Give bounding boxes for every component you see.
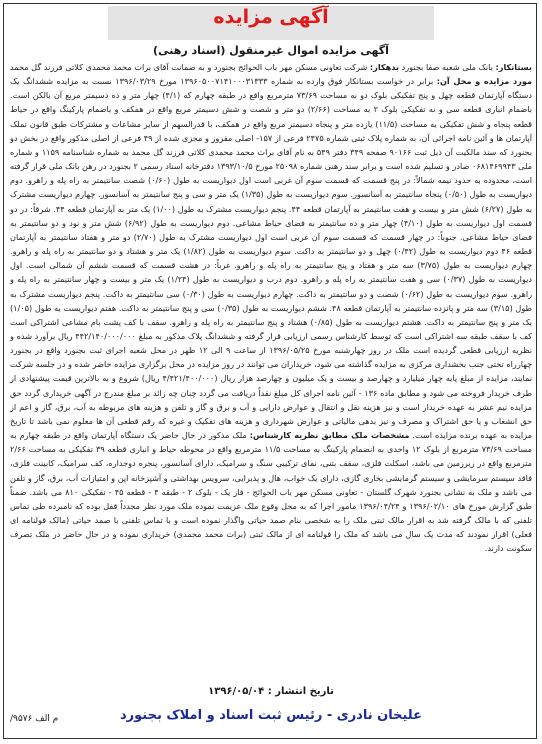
- specs-label: مشخصات ملک مطابق نظریه کارشناس:: [249, 430, 410, 441]
- signature-line: علیخان نادری - رئیس ثبت اسناد و املاک بجنورد: [119, 708, 422, 723]
- creditor-label: بستانکار:: [495, 62, 532, 72]
- property-specs: ملک مذکور در حال حاضر یک دستگاه آپارتمان واقع در طبقه چهارم به مساحت ۷۳/۶۹ مترمربع از بلوک ۱۲ واحدی به انضمام پارکینگ به مساحت ۱۱/۵ مترمربع واقع در محوطه حیاط و انباری قطعه ۳۹ تفکیکی به مساحت ۲/۶۶ مترمربع واقع در زیرزمین می باشد، اسکلت فلزی، سقف بتنی، نمای ترکیبی سنگ و سرامیک، دارای آسانسور، پنجره دوجداره، کف سرامیک، کابینت فلزی، فاقد سیستم سرمایشی و سیستم گرمایشی بخاری گازی، دارای یک خواب، هال و پذیرایی، سرویس بهداشتی و آشپزخانه اپن و امتیازات آب، برق، گاز و تلفن می باشد و ملک به نشانی بجنورد شهرک گلستان - تعاونی مسکن مهر باب الحوائج - فاز یک - بلوک ۲ - طبقه ۴ - قطعه ۴۵ - تفکیکی ۸۱۰ می باشد. ضمناً طبق گزارش مورخ های ۱۳۹۶/۰۲/۱۰ و ۱۳۹۶/۰۴/۲۴ مامور اجرا که به محل وقوع ملک عزیمت نموده ملک مورد نظر مجدداً قفل بوده که نامبرده طی تماس تلفنی که با مالک گرفته شد به اقرار مالک ثبتی ملک را به شخصی بنام صمد حیاتی واگذار نموده است و با تماس تلفنی با صمد حیاتی (مالک قولنامه ای فعلی) اقرار نمودند که مدت یک سال می باشد که ملک را قولنامه ای از مالک ثبتی (برات محمد محمدی) خریداری نموده و در حال حاضر در ملک تصرف سکونت دارند.: [10, 430, 532, 554]
- debtor-label: بدهکار:: [369, 62, 399, 72]
- page-title: آگهی مزایده: [213, 6, 329, 28]
- notice-subtitle: آگهی مزایده اموال غیرمنقول (اسناد رهنی): [153, 44, 389, 57]
- publication-date-line: [0, 686, 542, 697]
- notice-body: [10, 60, 532, 555]
- publication-date-label: تاریخ انتشار :: [267, 686, 334, 697]
- reference-code: م الف ۹۵۷۶/: [10, 714, 59, 724]
- auction-description: برابر در خواست بستانکار فوق وارده به شماره ۱۳۹۶۰۵۰۰۷۱۴۱۰۰۰۳۱۳۳۳ مورخ ۱۳۹۶/۰۳/۲۹ نسبت به مزایده ششدانگ یک دستگاه آپارتمان قطعه چهل و پنج تفکیکی بلوک دو به مساحت ۷۳/۶۹ مترمربع واقع در طبقه چهارم که (۴/۱) چهار متر و ده دسیمتر مربع آن بالکن است. باضمام انباری قطعه سی و نه تفکیکی بلوک ۲ به مساحت (۲/۶۶) دو متر و شصت و شش دسیمتر مربع واقع در همکف و باضمام پارکینگ واقع در حیاط قطعه پنجاه و شش تفکیکی به مساحت (۱۱/۵) یازده متر و پنجاه دسیمتر مربع واقع در همکف، با قدرالسهم از سایر مشاعات و مشترکات طبق قانون تملک آپارتمان ها و آئین نامه اجرائی آن، به شماره پلاک ثبتی شماره ۲۴۷۵ فرعی از ۱۵۷- اصلی مفروز و مجزی شده از ۴۹ فرعی از اصلی مذکور واقع در بخش دو بجنورد که سند مالکیت آن ذیل ثبت ۹۰۱۶۶ صفحه ۳۴۹ دفتر ۵۴۹ به نام آقای برات محمد محمدی کلاتی فرزند گل محمد به شماره شناسنامه ۱۱۵۹ و شماره ملی ۰۶۸۱۴۶۹۹۴۳ صادر و تسلیم شده است و برابر سند رهنی شماره ۲۵۰۹۸ مورخ ۱۳۹۳/۱۰/۵ دفترخانه اسناد رسمی ۲ بجنورد در رهن بانک ملی قرار گرفته است، محدوده به حدود نیمه شمالاً: در پنج قسمت که قسمت سوم آن غربی است اول دیواریست به طول (۰/۶۰) شصت سانتیمتر به راه پله و راهرو. دوم دیواریست به طول (۰/۵۰) پنجاه سانتیمتر به آسانسور. سوم دیواریست به طول (۱/۳۵) یک متر و سی و پنج سانتیمتر به آسانسور. چهارم دیواریست مشترک به طول (۶/۲۷) شش متر و بیست و هفت سانتیمتر به آپارتمان قطعه ۴۴. پنجم دیواریست مشترک به طول (۱/۰۰) یک متر به آپارتمان قطعه ۴۴. شرقاً: در دو قسمت اول دیواریست به طول (۴/۱۰) چهار متر و ده سانتیمتر به فضای حیاط مشاعی. دوم دیواریست به طول (۶/۹۲) شش متر و نود و دو سانتیمتر به فضای حیاط مشاعی. جنوباً: در چهار قسمت که قسمت سوم آن غربی است اول دیواریست مشترک به طول (۲/۷۰) دو متر و هفتاد سانتیمتر به آپارتمان قطعه ۴۶ دوم دیواریست به طول (۰/۴۲) چهل و دو سانتیمتر به داکت. سوم دیواریست به طول (۱/۸۲) یک متر و هشتاد و دو سانتیمتر به راه پله و راهرو. چهارم دیواریست به طول (۳/۷۵) سه متر و هفتاد و پنج سانتیمتر به راه پله و راهرو. غرباً: در هشت قسمت که قسمت ششم آن شمالی است. اول دیواریست به طول (۰/۳۷) سی و هفت سانتیمتر به راه پله و راهرو. دوم درب و دیواریست به طول (۱/۲۴) یک متر و بیست و چهار سانتیمتر به راه پله و راهرو. سوم دیواریست به طول (۰/۶۲) شصت و دو سانتیمتر به داکت. چهارم دیواریست به طول (۰/۳۰) سی سانتیمتر به داکت. پنجم دیواریست مشترک به طول (۳/۱۵) سه متر و پانزده سانتیمتر به آپارتمان قطعه ۴۸. ششم دیواریست به طول (۰/۳۵) سی و پنج سانتیمتر به داکت. هفتم دیواریست به طول (۱/۰۵) یک متر و پنج سانتیمتر به داکت. هشتم دیواریست به طول (۰/۸۵) هشتاد و پنج سانتیمتر به راه پله و راهرو. سقف با کف پشت بام مشاعی اشتراکی است کف با سقف طبقه سه اشتراکی است که توسط کارشناس رسمی ارزیابی قرار گرفته و ششدانگ پلاک مذکور به مبلغ ۴۴۲/۱۴۰/۰۰۰/۰۰۰ ریال برآورد شده و نظریه ارزیابی قطعی گردیده است ملک در روز چهارشنبه مورخ ۱۳۹۶/۰۵/۲۵ از ساعت ۹ الی ۱۲ ظهر در محل شعبه اجرای ثبت بجنورد واقع در بجنورد چهارراه تختی جنب بخشداری مرکزی به مزایده گذاشته می شود، خریداران می توانند در روز مزایده در محل برگزاری مزایده حاضر شده و در جلسه شرکت نمایند، مزایده از مبلغ پایه چهار میلیارد و چهارصد و بیست و یک میلیون و چهارصد هزار ریال (۴/۴۲۱/۴۰۰/۰۰۰ ریال) شروع و به بالاترین قیمت پیشنهادی از طرف خریدار فروخته می شود و مطابق ماده ۱۳۶ - آئین نامه اجرای کل مبلغ نقداً دریافت می گردد چنان چه زائد بر مبلغ مندرج در آگهی خریداری گردد حق مزایده نیم عشر به عهده خریدار است و نیز هزینه نقل و انتقال و عوارض دارایی و آب و برق و گاز و تلفن و هزینه های مربوطه به آب، برق، گاز و اعم از حق انشعاب و یا حق اشتراک و مصرف و نیز بدهی مالیاتی و عوارض شهرداری و هزینه های تفکیک و غیره که رقم قطعی آن ها معلوم نمی باشد تا تاریخ مزایده به عهده برنده مزایده است.: [10, 76, 533, 441]
- publication-date: ۱۳۹۶/۰۵/۰۴: [208, 686, 265, 697]
- subject-label: مورد مزایده و محل آن:: [436, 76, 532, 87]
- debtor-value: شرکت تعاونی مسکن مهر باب الحوائج بجنورد و به ضمانت آقای برات محمد محمدی کلاتی فرزند گل محمد: [10, 62, 368, 72]
- creditor-value: بانک ملی شعبه صفا بجنورد: [401, 62, 493, 72]
